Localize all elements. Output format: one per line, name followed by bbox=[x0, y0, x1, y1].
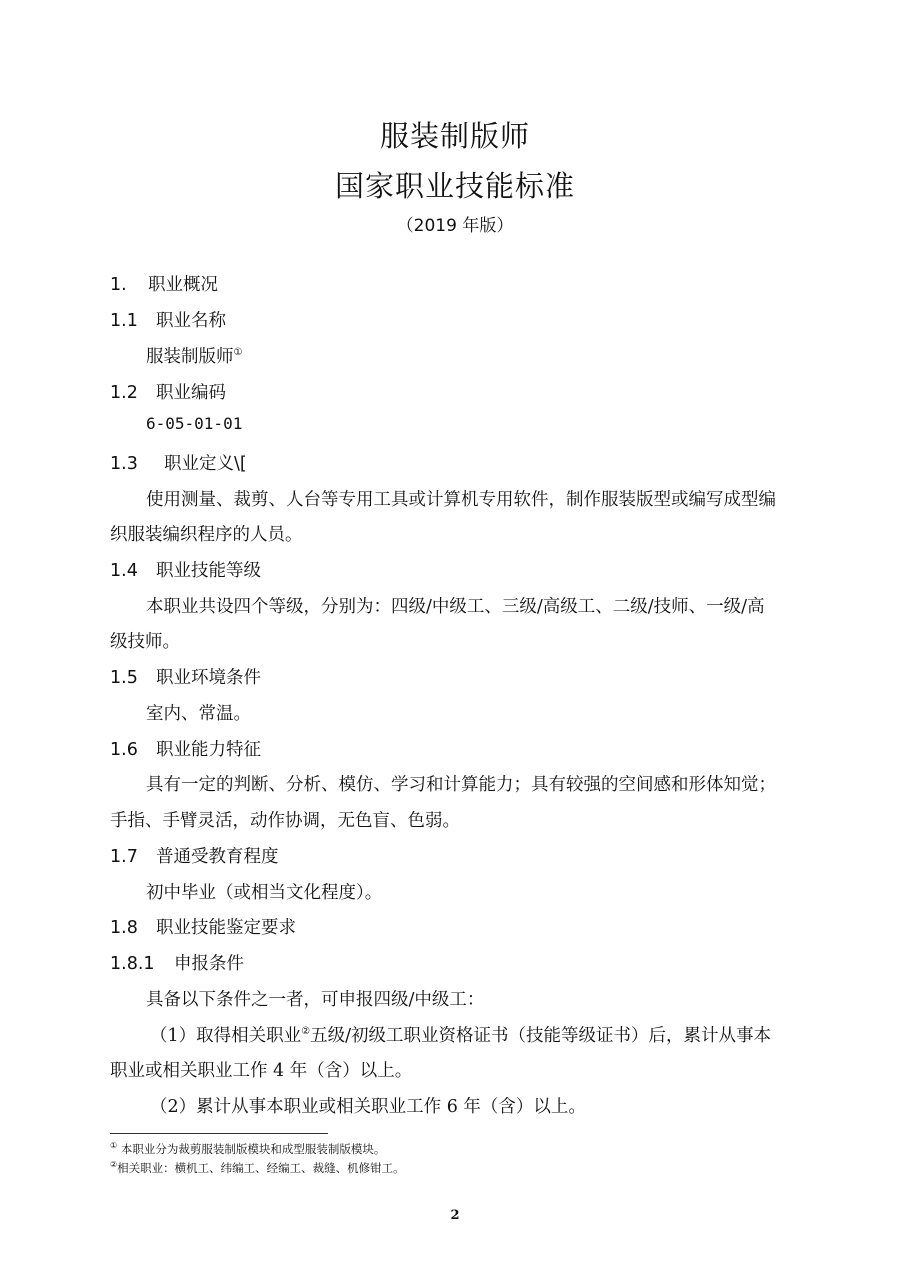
section-title: 申报条件 bbox=[174, 954, 244, 974]
section-number: 1. bbox=[110, 275, 127, 295]
definition-line-1: 使用测量、裁剪、人台等专用工具或计算机专用软件，制作服装版型或编写成型编 bbox=[146, 490, 776, 510]
condition-1-line-1 bbox=[150, 1022, 771, 1047]
footnote-2 bbox=[110, 1160, 405, 1176]
section-1-8-heading bbox=[110, 914, 296, 939]
footnote-mark: ② bbox=[110, 1160, 118, 1170]
footnote-ref-2: ② bbox=[301, 1026, 311, 1038]
application-intro: 具备以下条件之一者，可申报四级/中级工： bbox=[146, 990, 485, 1010]
section-title: 职业技能等级 bbox=[156, 561, 261, 581]
section-1-6-heading bbox=[110, 736, 261, 761]
condition-1-line-2: 职业或相关职业工作 4 年（含）以上。 bbox=[110, 1061, 413, 1081]
section-title: 普通受教育程度 bbox=[156, 847, 279, 867]
occupation-code: 6-05-01-01 bbox=[146, 414, 243, 433]
occupation-name bbox=[146, 343, 242, 368]
footnote-ref-1: ① bbox=[233, 347, 243, 359]
section-number: 1.1 bbox=[110, 311, 138, 331]
section-title: 职业环境条件 bbox=[156, 668, 261, 688]
education-text: 初中毕业（或相当文化程度）。 bbox=[146, 883, 383, 903]
footnote-text: 本职业分为裁剪服装制版模块和成型服装制版模块。 bbox=[117, 1142, 386, 1156]
page-number: 2 bbox=[450, 1208, 460, 1223]
environment-text: 室内、常温。 bbox=[146, 704, 251, 724]
section-1-5-heading bbox=[110, 664, 261, 689]
document-title: 服装制版师 bbox=[379, 119, 530, 153]
condition-1-prefix: （1）取得相关职业 bbox=[150, 1026, 302, 1046]
section-1-1-heading bbox=[110, 307, 226, 332]
footnote-text: 相关职业：横机工、纬编工、经编工、裁缝、机修钳工。 bbox=[117, 1161, 405, 1175]
levels-line-1: 本职业共设四个等级，分别为：四级/中级工、三级/高级工、二级/技师、一级/高 bbox=[146, 597, 765, 617]
section-number: 1.7 bbox=[110, 847, 138, 867]
section-1-heading bbox=[110, 271, 218, 296]
condition-2: （2）累计从事本职业或相关职业工作 6 年（含）以上。 bbox=[150, 1097, 586, 1117]
section-number: 1.8 bbox=[110, 918, 138, 938]
section-1-4-heading bbox=[110, 557, 261, 582]
section-title: 职业技能鉴定要求 bbox=[156, 918, 296, 938]
occupation-name-text: 服装制版师 bbox=[146, 347, 234, 367]
section-title: 职业概况 bbox=[148, 275, 218, 295]
section-title: 职业定义\[ bbox=[164, 454, 247, 474]
edition-label: （2019 年版） bbox=[396, 216, 514, 236]
section-title: 职业名称 bbox=[156, 311, 226, 331]
section-number: 1.4 bbox=[110, 561, 138, 581]
footnote-1 bbox=[110, 1141, 385, 1157]
section-title: 职业能力特征 bbox=[156, 740, 261, 760]
levels-line-2: 级技师。 bbox=[110, 632, 180, 652]
condition-1-suffix: 五级/初级工职业资格证书（技能等级证书）后，累计从事本 bbox=[310, 1026, 772, 1046]
section-number: 1.2 bbox=[110, 383, 138, 403]
definition-line-2: 织服装编织程序的人员。 bbox=[110, 525, 303, 545]
ability-line-2: 手指、手臂灵活，动作协调，无色盲、色弱。 bbox=[110, 811, 460, 831]
section-number: 1.8.1 bbox=[110, 954, 155, 974]
footnote-mark: ① bbox=[110, 1141, 118, 1151]
section-1-8-1-heading bbox=[110, 950, 244, 975]
section-number: 1.6 bbox=[110, 740, 138, 760]
section-number: 1.5 bbox=[110, 668, 138, 688]
section-1-3-heading bbox=[110, 450, 247, 475]
ability-line-1: 具有一定的判断、分析、模仿、学习和计算能力；具有较强的空间感和形体知觉； bbox=[146, 775, 776, 795]
footnote-divider bbox=[110, 1133, 328, 1134]
section-title: 职业编码 bbox=[156, 383, 226, 403]
section-1-7-heading bbox=[110, 843, 279, 868]
section-number: 1.3 bbox=[110, 454, 138, 474]
document-subtitle: 国家职业技能标准 bbox=[334, 169, 575, 203]
section-1-2-heading bbox=[110, 379, 226, 404]
